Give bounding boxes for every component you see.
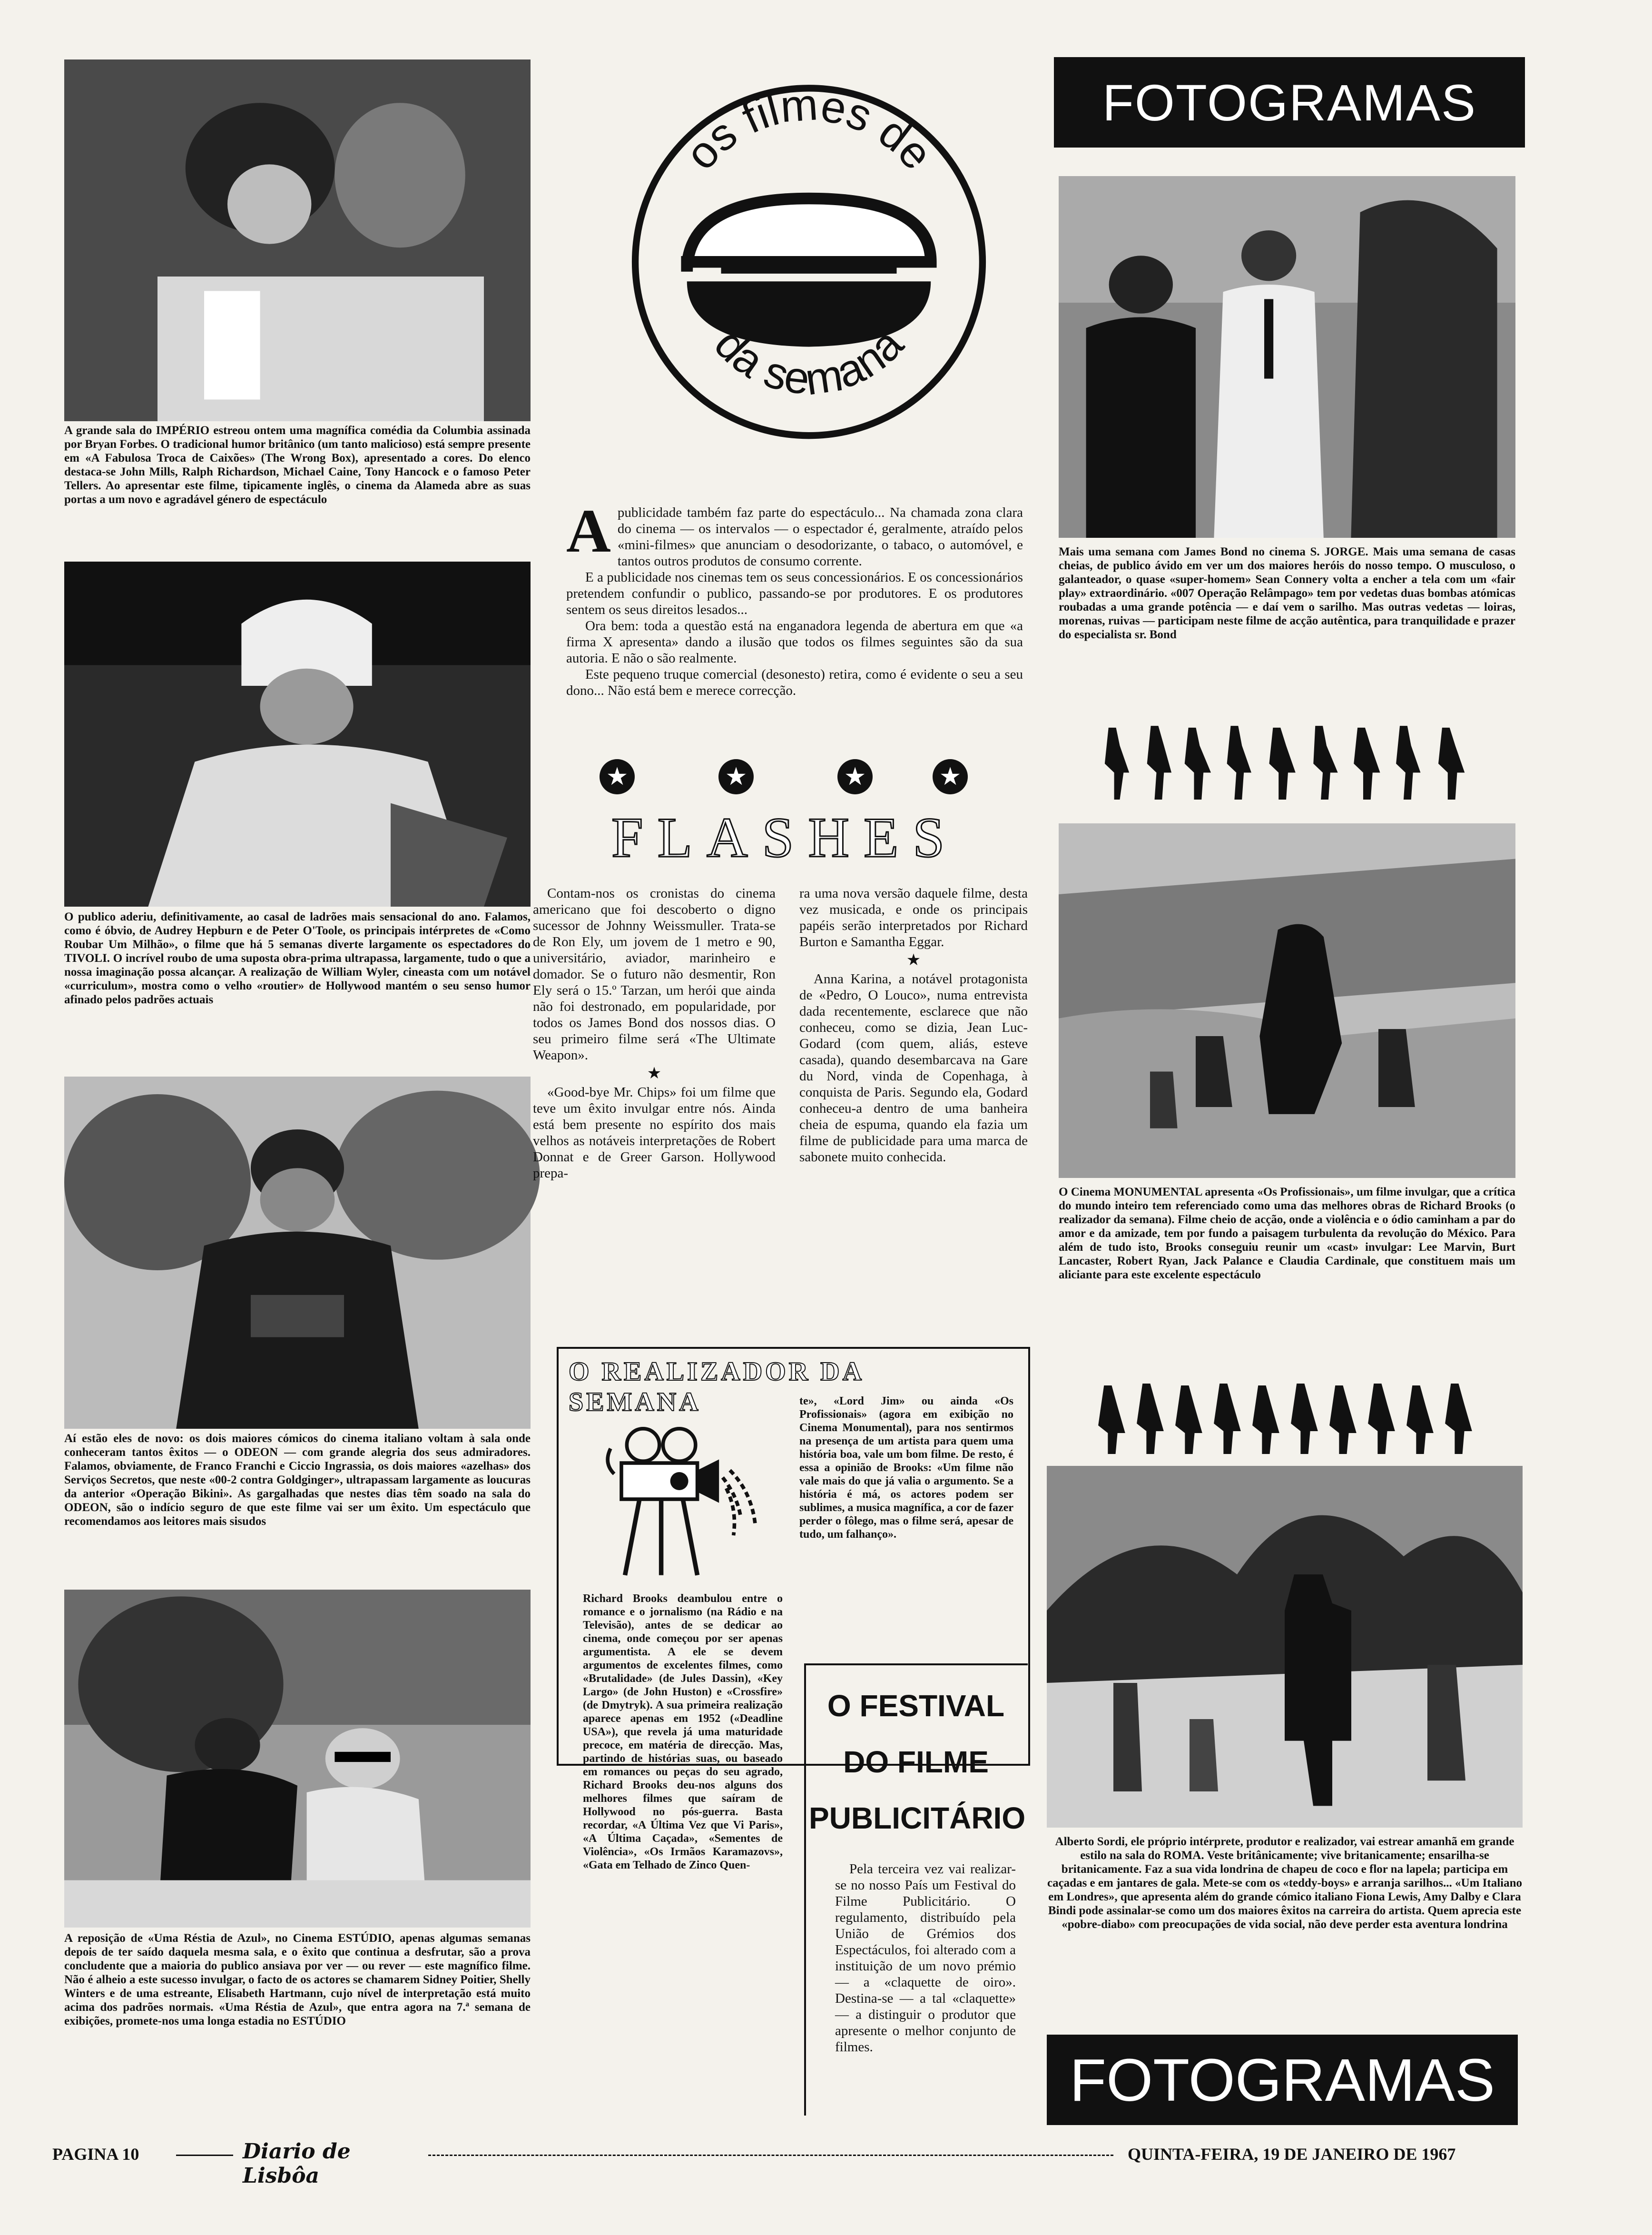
flashes-col-1: [533, 885, 776, 1333]
caption-monumental: O Cinema MONUMENTAL apresenta «Os Profissionais», um filme invulgar, que a crítica do mundo inteiro tem referenciado como uma das melhores obras de Richard Brooks (o realizador da semana). Filme cheio de acção, onde a violência e o ódio caminham a par do amor e da amizade, tem por fundo a paisagem turbulenta da revolução do México. Para além de tudo isto, Brooks conseguiu reunir um «cast» invulgar: Lee Marvin, Burt Lancaster, Robert Ryan, Jack Palance e Claudia Cardinale, que constituem mais um aliciante para este excelente espectáculo: [1059, 1186, 1515, 1281]
star-icon: ★: [837, 759, 873, 794]
caption-tivoli: O publico aderiu, definitivamente, ao casal de ladrões mais sensacional do ano. Falamos, como é óbvio, de Audrey Hepburn e de Peter O'Toole, os principais intérpretes de «Como Roubar Um Milhão», o filme que há 5 semanas diverte largamente os espectadores do TIVOLI. O incrível roubo de uma suposta obra-prima ultrapassa, largamente, tudo o que a nossa imaginação possa alcançar. A realização de William Wyler, cineasta com um notável «curriculum», mostra como o velho «routier» de Hollywood mantém o seu senso humor afinado pelos padrões actuais: [64, 910, 531, 1006]
logo-emblem: [614, 59, 1004, 455]
intro-paragraph-2: E a publicidade nos cinemas tem os seus concessionários. E os concessionários pretendem confundir o publico, passando-se por produtores. E os produtores sentem os seus direitos lesados...: [566, 570, 1023, 617]
photo-james-bond-image: [1059, 176, 1515, 538]
intro-paragraph-3: Ora bem: toda a questão está na enganadora legenda de abertura em que «a firma X apresenta» dando a ilusão que todos os filmes seguintes são da sua autoria. E não o são realmente.: [566, 618, 1023, 666]
intro-paragraph-1: publicidade também faz parte do espectáculo... Na chamada zona clara do cinema — os intervalos — o espectador é, geralmente, atraído pelos «mini-filmes» que anunciam o desodorizante, o tabaco, o automóvel, e tantos outros produtos de consumo corrente.: [617, 505, 1023, 569]
silhouette-strip-2: [1094, 1378, 1480, 1454]
movie-camera-icon: [585, 1409, 766, 1590]
os-filmes-da-semana-logo: [614, 59, 1004, 455]
caption-roma: Alberto Sordi, ele próprio intérprete, produtor e realizador, vai estrear amanhã em grande estilo na sala do ROMA. Veste britânicamente; vive britanicamente; ensarilha-se britanicamente. Faz a sua vida londrina de chapeu de coco e flor na lapela; participa em caçadas e em jantares de gala. Mete-se com os «teddy-boys» e arranja sarilhos... «Um Italiano em Londres», que apresenta além do grande cómico italiano Fiona Lewis, Amy Dalby e Clara Bindi pode assinalar-se como um dos maiores êxitos na carreira do artista. Quem aprecia este «pobre-diabo» com preocupações de vida social, não deve perder esta aventura londrina: [1047, 1835, 1522, 1931]
photo-os-profissionais: [1059, 823, 1515, 1178]
intro-paragraph-4: Este pequeno truque comercial (desonesto) retira, como é evidente o seu a seu dono... Não está bem e merece correcção.: [566, 667, 1023, 698]
photo-os-profissionais-image: [1059, 823, 1515, 1178]
separator-star-icon: ★: [906, 951, 921, 969]
photo-odeon-comics: [64, 1077, 531, 1429]
realizador-title: O REALIZADOR DA SEMANA: [569, 1357, 863, 1417]
silhouette-figures-icon: [1099, 719, 1475, 800]
star-icon: ★: [600, 759, 635, 794]
photo-italiano-em-londres: [1047, 1466, 1523, 1828]
page-number: PAGINA 10: [52, 2145, 139, 2164]
star-icon: ★: [933, 759, 968, 794]
photo-imperio-image: [64, 59, 531, 421]
fotogramas-banner-bottom: FOTOGRAMAS: [1047, 2035, 1518, 2125]
separator-star-icon: ★: [647, 1065, 662, 1082]
flash-mr-chips-cont: ra uma nova versão daquele filme, desta vez musicada, e onde os principais papéis serão interpretados por Richard Burton e Samantha Eggar.: [799, 886, 1028, 949]
flash-anna-karina: Anna Karina, a notável protagonista de «Pedro, O Louco», numa entrevista dada recentemente, esclarece que não conheceu, como se dizia, Jean Luc-Godard (com quem, aliás, esteve casada), quando desembarcava na Gare du Nord, vinda de Copenhaga, à conquista de Paris. Segundo ela, Godard conheceu-a dentro de uma banheira cheia de espuma, quando ela fazia um filme de publicidade para uma marca de sabonete muito conhecida.: [799, 971, 1028, 1165]
issue-date: QUINTA-FEIRA, 19 DE JANEIRO DE 1967: [1128, 2145, 1456, 2164]
logo-letter-e: [687, 198, 931, 347]
festival-title-line-2: DO FILME: [843, 1745, 989, 1779]
newspaper-name: Diario de Lisbôa: [243, 2139, 351, 2188]
festival-text: Pela terceira vez vai realizar-se no nosso País um Festival do Filme Publicitário. O regulamento, distribuído pela União de Grémios dos Espectáculos, foi alterado com a instituição de um novo prémio — a «claquette de oiro». Destina-se — a tal «claquette» — a distinguir o produtor que apresente o melhor conjunto de filmes.: [835, 1861, 1016, 2055]
logo-top-text: os filmes de: [675, 79, 943, 179]
realizador-text-col-2: te», «Lord Jim» ou ainda «Os Profissionais» (agora em exibição no Cinema Monumental), para nos sentirmos na presença de um artista para quem uma história boa, vale um bom filme. De resto, é essa a opinião de Brooks: «Um filme não vale mais do que já valia o argumento. Se a história é má, os actores podem ser sublimes, a musica magnífica, a cor de fazer perder o fôlego, mas o filme será, apesar de tudo, um falhanço».: [799, 1395, 1013, 1541]
flash-tarzan: Contam-nos os cronistas do cinema americano que foi descoberto o digno sucessor de Johnny Weissmuller. Trata-se de Ron Ely, um jovem de 1 metro e 90, universitário, aviador, marinheiro e domador. Se o futuro não desmentir, Ron Ely será o 15.º Tarzan, um herói que ainda não foi destronado, em popularidade, por todos os James Bond dos nossos dias. O seu primeiro filme será «The Ultimate Weapon».: [533, 886, 776, 1063]
footer-rule-left: [176, 2155, 233, 2156]
photo-james-bond: [1059, 176, 1515, 538]
caption-odeon: Aí estão eles de novo: os dois maiores cómicos do cinema italiano voltam à sala onde conheceram tantos êxitos — o ODEON — com grande alegria dos seus admiradores. Falamos, obviamente, de Franco Franchi e Ciccio Ingrassia, os dois maiores «azelhas» dos Serviços Secretos, que neste «00-2 contra Goldginger», ultrapassam largamente as loucuras da anterior «Operação Bikini». As gargalhadas que nestes dias têm soado na sala do ODEON, são o indício seguro de que este filme vai ser um êxito. Um espectáculo que recomendamos aos leitores mais sisudos: [64, 1432, 531, 1528]
flashes-title: FLASHES: [611, 806, 959, 869]
camera-illustration: [585, 1409, 766, 1590]
photo-imperio-comedy: [64, 59, 531, 421]
caption-estudio: A reposição de «Uma Réstia de Azul», no Cinema ESTÚDIO, apenas algumas semanas depois de ter saído daquela mesma sala, e o êxito que continua a desfrutar, são a prova concludente que a maioria do publico ansiava por ver — ou rever — este magnífico filme. Não é alheio a este sucesso invulgar, o facto de os actores se chamarem Sidney Poitier, Shelly Winters e de uma estreante, Elisabeth Hartmann, cujo nível de interpretação está muito acima dos padrões normais. «Uma Réstia de Azul», que entra agora na 7.ª semana de exibições, promete-nos uma longa estadia no ESTÚDIO: [64, 1932, 531, 2027]
photo-estudio-image: [64, 1590, 531, 1928]
festival-title: [809, 1678, 1026, 1849]
silhouette-strip-1: [1099, 719, 1475, 800]
caption-james-bond: Mais uma semana com James Bond no cinema S. JORGE. Mais uma semana de casas cheias, de publico ávido em ver um dos maiores heróis do nosso tempo. O musculoso, o galanteador, o quase «super-homem» Sean Connery volta a encher a tela com um «fair play» extraordinário. «007 Operação Relâmpago» tem por vedetas duas bombas atómicas roubadas a uma grande potência — e daí vem o sarilho. Mas outras vedetas — loiras, morenas, ruivas — participam neste filme de acção autêntica, para tranquilidade e prazer do especialista sr. Bond: [1059, 545, 1515, 641]
flashes-col-2: [799, 885, 1028, 1333]
photo-tivoli-hepburn: [64, 562, 531, 907]
photo-odeon-image: [64, 1077, 531, 1429]
star-icon: ★: [718, 759, 754, 794]
festival-title-line-3: PUBLICITÁRIO: [809, 1801, 1026, 1835]
flash-mr-chips: «Good-bye Mr. Chips» foi um filme que teve um êxito invulgar entre nós. Ainda está bem presente no espírito dos mais velhos as notáveis interpretações de Robert Donnat e de Greer Garson. Hollywood prepa-: [533, 1085, 776, 1181]
photo-tivoli-image: [64, 562, 531, 907]
intro-dropcap: A: [566, 497, 611, 565]
caption-imperio: A grande sala do IMPÉRIO estreou ontem uma magnífica comédia da Columbia assinada por Bryan Forbes. O tradicional humor britânico (um tanto malicioso) está sempre presente em «A Fabulosa Troca de Caixões» (The Wrong Box), apresentado a cores. Do elenco destaca-se John Mills, Ralph Richardson, Michael Caine, Tony Hancock e o famoso Peter Tellers. Ao apresentar este filme, tipicamente inglês, o cinema da Alameda abre as suas portas a um novo e agradável género de espectáculo: [64, 424, 531, 506]
festival-title-line-1: O FESTIVAL: [827, 1689, 1005, 1723]
photo-italiano-em-londres-image: [1047, 1466, 1523, 1828]
fotogramas-banner-top: FOTOGRAMAS: [1054, 57, 1525, 148]
footer-rule-middle: [428, 2155, 1113, 2156]
realizador-text-col-1: Richard Brooks deambulou entre o romance e o jornalismo (na Rádio e na Televisão), antes de se dedicar ao cinema, onde começou por ser apenas argumentista. A ele se devem argumentos de excelentes filmes, como «Brutalidade» (de Jules Dassin), «Key Largo» (de John Huston) e «Crossfire» (de Dmytryk). A sua primeira realização aparece apenas em 1952 («Deadline USA»), que revela já uma maturidade precoce, em matéria de direcção. Mas, partindo de histórias suas, ou baseado em romances ou peças do seu agrado, Richard Brooks deu-nos alguns dos melhores filmes que saíram de Hollywood no pós-guerra. Basta recordar, «A Última Vez que Vi Paris», «A Última Caçada», «Sementes de Violência», «Os Irmãos Karamazovs», «Gata em Telhado de Zinco Quen-: [583, 1592, 783, 1871]
photo-estudio-patch-of-blue: [64, 1590, 531, 1928]
intro-article: [566, 497, 1023, 752]
silhouette-figures-icon: [1094, 1378, 1480, 1454]
logo-bottom-text: da semana: [705, 318, 913, 405]
